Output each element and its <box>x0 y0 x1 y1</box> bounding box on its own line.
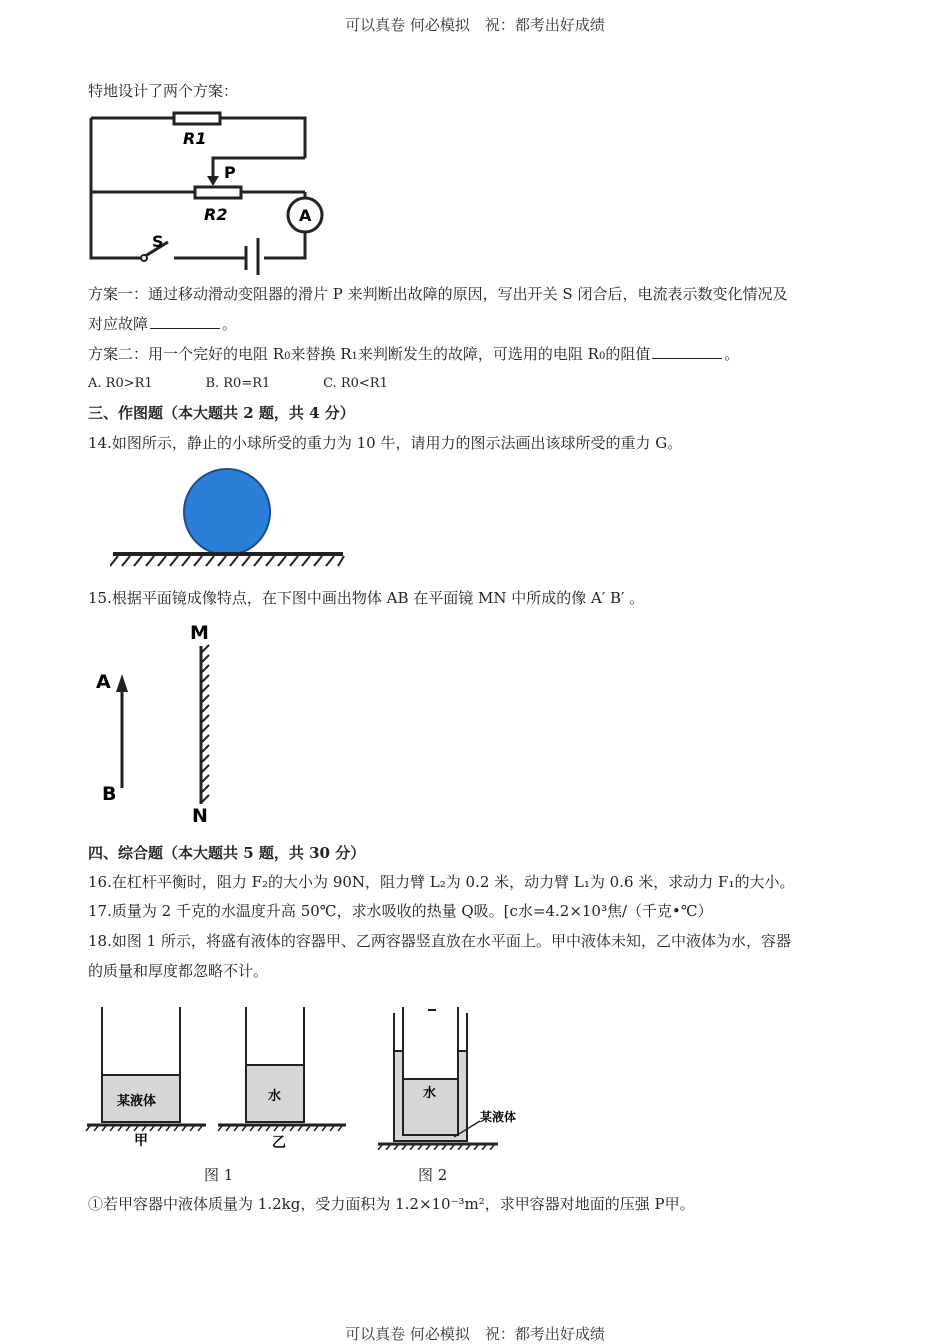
label-b: B <box>102 783 117 805</box>
ammeter-label: A <box>299 206 312 225</box>
q18-line1: 18.如图 1 所示，将盛有液体的容器甲、乙两容器竖直放在水平面上。甲中液体未知，乙中液体为水，容器 <box>88 932 791 950</box>
label-r1: R1 <box>183 129 207 148</box>
q17-text: 17.质量为 2 千克的水温度升高 50℃，求水吸收的热量 Q吸。[c水=4.2×10³焦/（千克•℃） <box>88 902 713 920</box>
page-footer: 可以真卷 何必模拟 祝：都考出好成绩 <box>345 1325 605 1343</box>
page-header: 可以真卷 何必模拟 祝：都考出好成绩 <box>345 16 605 34</box>
label-p: P <box>224 163 236 182</box>
label-r2: R2 <box>204 205 228 224</box>
label-a: A <box>96 671 111 693</box>
label-liquid2: 某液体 <box>480 1110 517 1124</box>
plan2-line: 方案二：用一个完好的电阻 R0来替换 R1来判断发生的故障，可选用的电阻 R0的阻值 。 <box>88 345 740 363</box>
fig2-caption: 图 2 <box>418 1166 448 1184</box>
fig1-caption: 图 1 <box>204 1166 234 1184</box>
q16-text: 16.在杠杆平衡时，阻力 F₂的大小为 90N，阻力臂 L₂为 0.2 米，动力臂 L₁为 0.6 米，求动力 F₁的大小。 <box>88 873 795 891</box>
sub-question-1: ①若甲容器中液体质量为 1.2kg，受力面积为 1.2×10⁻³m²，求甲容器对地面的压强 P甲。 <box>88 1195 695 1213</box>
q15-text: 15.根据平面镜成像特点，在下图中画出物体 AB 在平面镜 MN 中所成的像 A′ B′ 。 <box>88 589 645 607</box>
plan1-line1: 方案一：通过移动滑动变阻器的滑片 P 来判断出故障的原因，写出开关 S 闭合后，电流表示数变化情况及 <box>88 285 788 303</box>
option-b[interactable]: B. R0=R1 <box>205 376 271 391</box>
label-water2: 水 <box>423 1086 437 1101</box>
q14-text: 14.如图所示，静止的小球所受的重力为 10 牛，请用力的图示法画出该球所受的重力 G。 <box>88 434 683 452</box>
label-liquid: 某液体 <box>117 1094 157 1109</box>
plan1-line2: 对应故障 。 <box>88 315 238 333</box>
mirror-diagram <box>92 620 232 826</box>
figure1-containers <box>84 1005 356 1150</box>
q18-line2: 的质量和厚度都忽略不计。 <box>88 962 269 980</box>
option-a[interactable]: A. R0>R1 <box>88 376 153 391</box>
ball <box>184 469 270 555</box>
option-c[interactable]: C. R0<R1 <box>323 376 388 391</box>
label-s: S <box>152 232 164 251</box>
section3-title: 三、作图题（本大题共 2 题，共 4 分） <box>88 404 355 422</box>
figure2-container <box>376 1005 526 1150</box>
label-water: 水 <box>268 1089 282 1104</box>
section4-title: 四、综合题（本大题共 5 题，共 30 分） <box>88 844 366 862</box>
circuit-diagram <box>86 110 336 275</box>
label-jia: 甲 <box>134 1133 148 1149</box>
label-n: N <box>192 805 208 826</box>
intro-text: 特地设计了两个方案： <box>88 82 239 100</box>
label-m: M <box>190 622 209 644</box>
ball-diagram <box>110 462 350 574</box>
options-row <box>88 373 436 391</box>
label-yi: 乙 <box>272 1135 286 1150</box>
